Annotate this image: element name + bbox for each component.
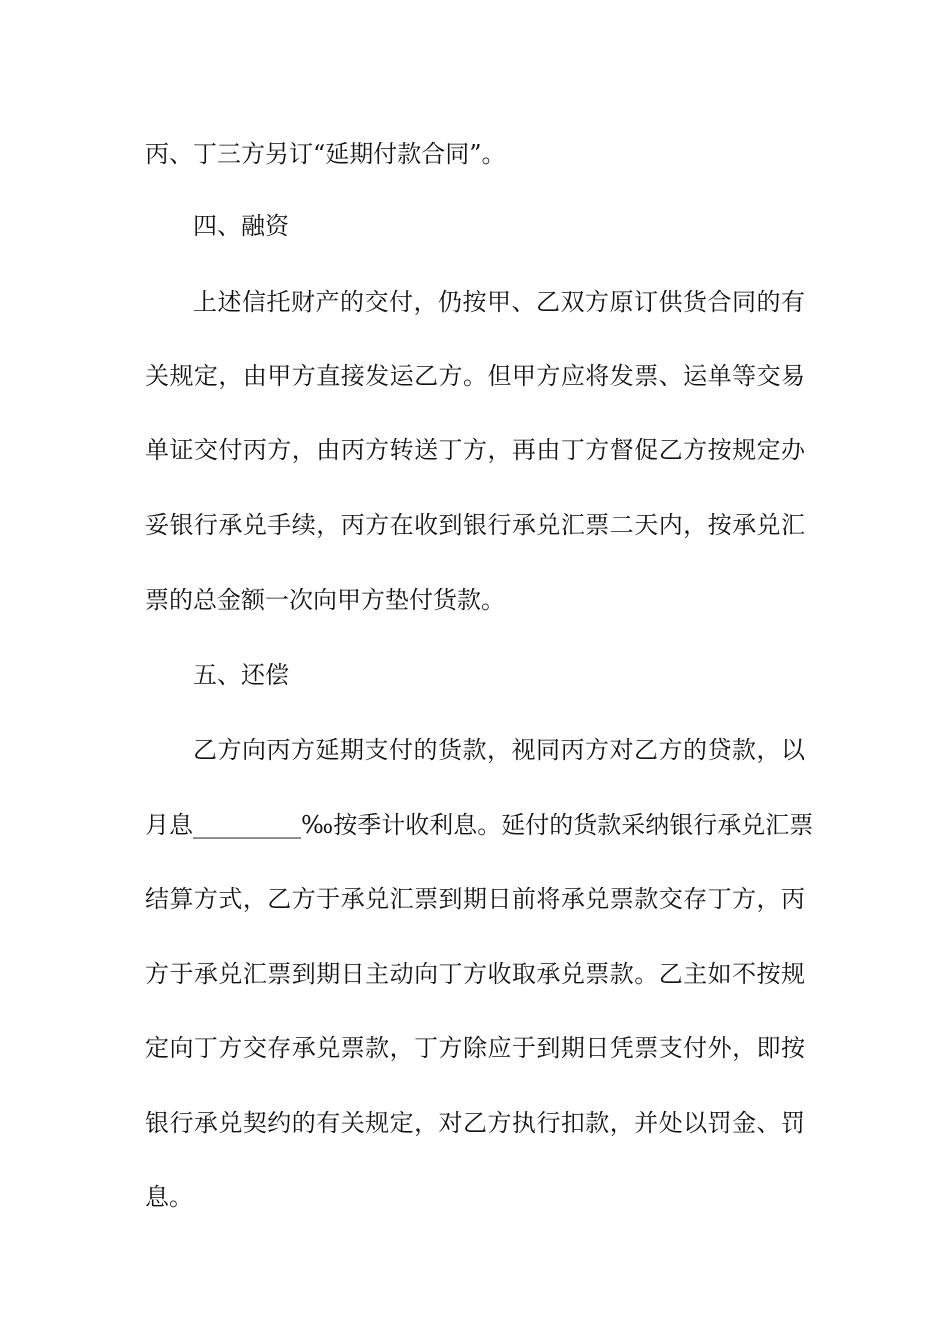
paragraph-line: 关规定，由甲方直接发运乙方。但甲方应将发票、运单等交易: [145, 362, 805, 390]
paragraph-line: 票的总金额一次向甲方垫付货款。: [145, 586, 505, 614]
paragraph-line: 结算方式，乙方于承兑汇票到期日前将承兑票款交存丁方，丙: [145, 885, 805, 913]
paragraph-line: 方于承兑汇票到期日主动向丁方收取承兑票款。乙主如不按规: [145, 960, 805, 988]
paragraph-line: 单证交付丙方，由丙方转送丁方，再由丁方督促乙方按规定办: [145, 436, 805, 464]
paragraph-line: 丙、丁三方另订“延期付款合同”。: [145, 140, 506, 168]
paragraph-line: 定向丁方交存承兑票款，丁方除应于到期日凭票支付外，即按: [145, 1034, 805, 1062]
section-heading-repayment: 五、还偿: [193, 661, 289, 689]
paragraph-line: 乙方向丙方延期支付的货款，视同丙方对乙方的贷款，以: [193, 736, 805, 764]
paragraph-line: 银行承兑契约的有关规定，对乙方执行扣款，并处以罚金、罚: [145, 1109, 805, 1137]
paragraph-line: 妥银行承兑手续，丙方在收到银行承兑汇票二天内，按承兑汇: [145, 511, 805, 539]
paragraph-line: 息。: [145, 1183, 193, 1211]
section-heading-financing: 四、融资: [193, 212, 289, 240]
paragraph-line-interest-rate: 月息_________‰按季计收利息。延付的货款采纳银行承兑汇票: [145, 811, 814, 839]
paragraph-line: 上述信托财产的交付，仍按甲、乙双方原订供货合同的有: [193, 288, 805, 316]
